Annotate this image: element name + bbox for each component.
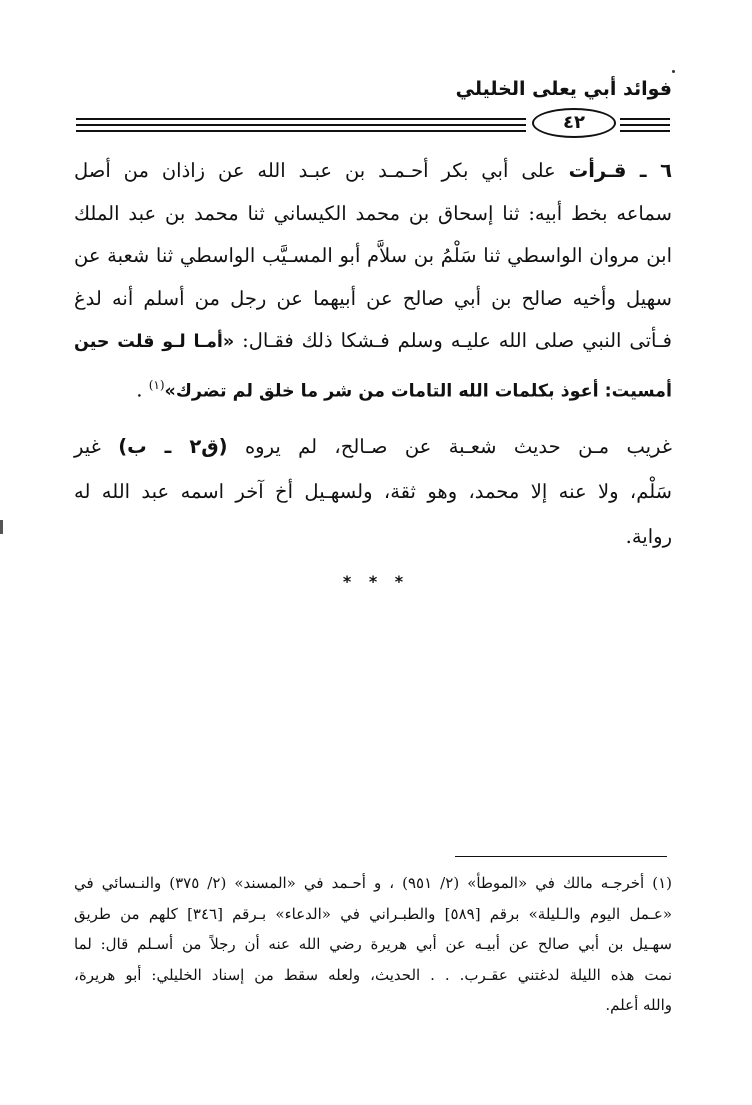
header-rule-left-bottom [76,130,526,132]
scan-edge-mark [0,520,3,534]
header-rule-left-top [76,118,526,120]
prophetic-quote-end: أمسيت: أعوذ بكلمات الله التامات من شر ما خلق لم تضرك» [164,381,672,401]
footnote-line-5: والله أعلم. [605,996,672,1014]
commentary-line-1 [74,424,672,469]
hadith-line-3: ابن مروان الواسطي ثنا سَلْمُ بن سلاَّم أبو المسـيَّب الواسطي ثنا شعبة عن [74,244,672,267]
hadith-line-1-text: على أبي بكر أحـمـد بن عبـد الله عن زاذان من أصل [74,159,556,182]
commentary-line-1-b: غير [74,435,101,458]
header-rule-left-mid [76,124,526,126]
footnote-rule [455,856,667,857]
manuscript-folio-ref: (ق٢ ـ ب) [118,435,228,458]
footnote-line-3: سهـيل بن أبي صالح عن أبيـه عن أبي هريرة رضي الله عنه أن رجلاً من أسـلم قال: لما [74,935,672,953]
section-separator: * * * [342,572,410,591]
header-rule-right-mid [620,124,670,126]
scan-speck [672,70,675,73]
header-rule-right-top [620,118,670,120]
header-rule-right-bottom [620,130,670,132]
hadith-number: ٦ ـ قـرأت [568,159,673,182]
hadith-line-2: سماعه بخط أبيه: ثنا إسحاق بن محمد الكيساني ثنا محمد بن عبد الملك [74,201,672,225]
running-title: فوائد أبي يعلى الخليلي [455,78,672,100]
hadith-line-6 [74,364,672,413]
commentary-line-2: سَلْم، ولا عنه إلا محمد، وهو ثقة، ولسهـيل أخ آخر اسمه عبد الله له [74,480,672,503]
hadith-line-5 [74,320,672,364]
prophetic-quote-start: «أمـا لـو قلت حين [74,332,235,352]
hadith-end-punct: . [136,378,143,401]
footnote-line-4: نمت هذه الليلة لدغتني عقـرب. . . الحديث، ولعله سقط من إسناد الخليلي: أبو هريرة، [74,965,672,984]
footnote-ref: (١) [148,377,165,392]
footnote-line-2: «عـمل اليوم والـليلة» برقم [٥٨٩] والطبـراني في «الدعاء» بـرقم [٣٤٦] كلهم من طريق [74,904,672,923]
hadith-line-5-text: فـأتى النبي صلى الله عليـه وسلم فـشكا ذلك فقـال: [242,329,673,352]
commentary-line-1-a: غريب مـن حديث شعـبة عن صـالح، لم يروه [244,435,672,458]
commentary-paragraph [74,424,672,559]
hadith-line-1 [74,150,672,193]
hadith-line-4: سهيل وأخيه صالح بن أبي صالح عن أبيهما عن رجل من أسلم أنه لدغ [74,286,672,310]
hadith-paragraph [74,150,672,413]
commentary-line-3: رواية. [625,525,672,548]
footnotes [74,868,672,1021]
footnote-line-1: (١) أخرجـه مالك في «الموطأ» (٢/ ٩٥١) ، و أحـمد في «المسند» (٢/ ٣٧٥) والنـسائي في [74,874,673,892]
page-number: ٤٢ [532,108,616,138]
